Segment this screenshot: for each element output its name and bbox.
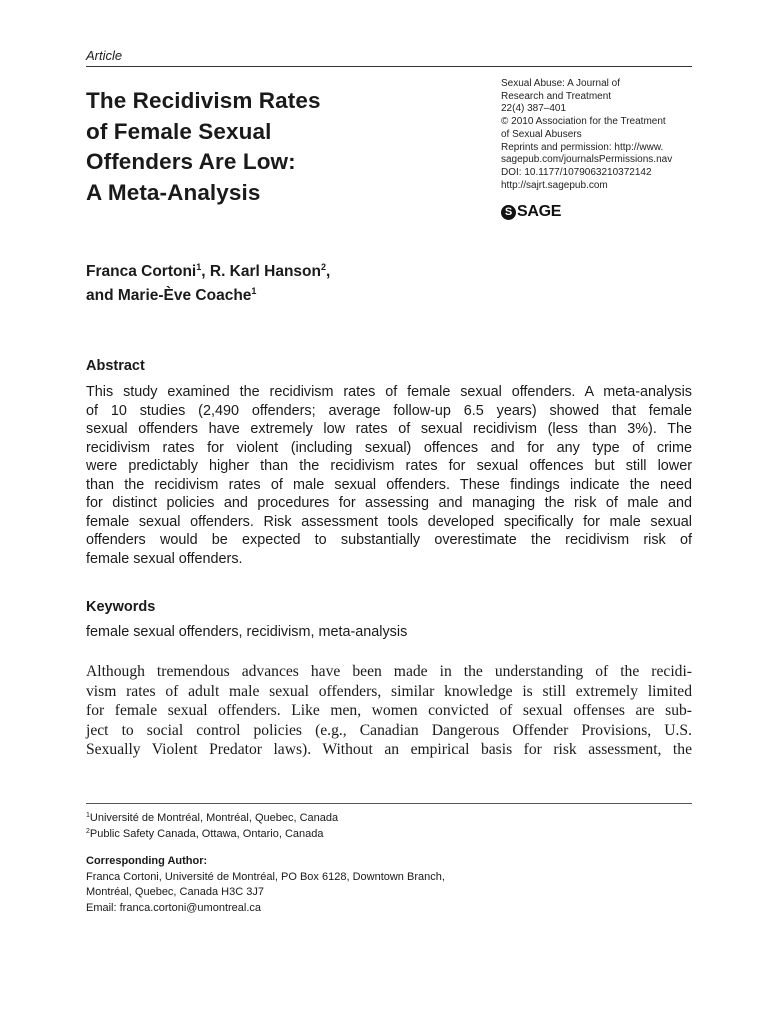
- corresponding-author-email[interactable]: Email: franca.cortoni@umontreal.ca: [86, 901, 262, 914]
- author-line: [86, 284, 506, 308]
- article-type-label: Article: [86, 48, 123, 63]
- header-rule: [86, 66, 692, 67]
- corresponding-author-heading: Corresponding Author:: [86, 855, 208, 867]
- journal-info: [501, 78, 701, 192]
- abstract-line: of 10 studies (2,490 offenders; average follow-up 6.5 years) showed that female: [86, 402, 692, 419]
- affiliation-marker: 2: [86, 828, 90, 835]
- affiliation-marker: 2: [320, 262, 326, 272]
- abstract-line: female sexual offenders.: [86, 550, 243, 567]
- body-paragraph: [86, 662, 692, 760]
- corresponding-author-line: Montréal, Quebec, Canada H3C 3J7: [86, 886, 264, 898]
- body-line: Sexually Violent Predator laws). Without an empirical basis for risk assessment, the: [86, 741, 692, 758]
- author-conjunction: and: [86, 287, 118, 304]
- affiliation-footnote: [86, 810, 692, 826]
- author-separator: ,: [326, 263, 331, 280]
- abstract-line: This study examined the recidivism rates of female sexual offenders. A meta-analysis: [86, 384, 692, 400]
- article-title: [86, 86, 416, 208]
- title-line: The Recidivism Rates: [86, 88, 321, 113]
- sage-mark-icon: S: [501, 205, 516, 220]
- abstract-line: recidivism rates for violent (including sexual) offences and for any type of crime: [86, 439, 692, 456]
- journal-info-line: DOI: 10.1177/1079063210372142: [501, 166, 652, 178]
- title-line: A Meta-Analysis: [86, 179, 261, 205]
- journal-info-line[interactable]: http://sajrt.sagepub.com: [501, 179, 608, 191]
- author-name: R. Karl Hanson: [209, 263, 321, 280]
- affiliations: [86, 810, 692, 842]
- keywords-list: female sexual offenders, recidivism, meta-analysis: [86, 624, 408, 640]
- journal-info-line: Research and Treatment: [501, 90, 612, 102]
- title-line: Offenders Are Low:: [86, 149, 296, 174]
- body-line: ject to social control policies (e.g., Canadian Dangerous Offender Provisions, U.S.: [86, 721, 692, 739]
- author-list: [86, 260, 506, 308]
- keywords-heading: Keywords: [86, 599, 156, 615]
- footnote-rule: [86, 803, 692, 804]
- sage-logo: [501, 202, 561, 222]
- author-separator: ,: [201, 263, 210, 280]
- abstract-line: offenders would be expected to substantially overestimate the recidivism risk of: [86, 532, 692, 548]
- abstract-heading: Abstract: [86, 358, 145, 374]
- affiliation-footnote: [86, 826, 692, 842]
- abstract-line: were predictably higher than the recidivism rates for sexual offences but still lower: [86, 458, 692, 474]
- affiliation-marker: 1: [251, 286, 257, 296]
- affiliation-marker: 1: [86, 812, 90, 819]
- body-line: vism rates of adult male sexual offenders, similar knowledge is still extremely limited: [86, 682, 692, 700]
- sage-wordmark: SAGE: [517, 203, 562, 220]
- journal-info-line: of Sexual Abusers: [501, 128, 582, 140]
- journal-info-line: © 2010 Association for the Treatment: [501, 116, 666, 128]
- abstract-line: than the recidivism rates of male sexual offenders. These findings indicate the need: [86, 476, 692, 493]
- corresponding-author-line: Franca Cortoni, Université de Montréal, PO Box 6128, Downtown Branch,: [86, 870, 445, 883]
- journal-info-line: sagepub.com/journalsPermissions.nav: [501, 154, 673, 166]
- journal-info-line: 22(4) 387–401: [501, 103, 567, 115]
- journal-info-line: Reprints and permission: http://www.: [501, 141, 664, 153]
- journal-info-line: Sexual Abuse: A Journal of: [501, 78, 620, 89]
- title-line: of Female Sexual: [86, 118, 272, 144]
- author-line: [86, 260, 506, 284]
- abstract-line: for distinct policies and procedures for assessing and managing the risk of male and: [86, 495, 692, 511]
- body-line: Although tremendous advances have been made in the understanding of the recidi-: [86, 663, 692, 680]
- body-line: for female sexual offenders. Like men, women convicted of sexual offenses are sub-: [86, 702, 692, 719]
- affiliation-text: Université de Montréal, Montréal, Quebec, Canada: [89, 812, 339, 824]
- author-name: Franca Cortoni: [86, 263, 197, 280]
- affiliation-marker: 1: [196, 262, 202, 272]
- corresponding-author: [86, 854, 692, 916]
- abstract-line: sexual offenders have extremely low rates of sexual recidivism (less than 3%). The: [86, 421, 692, 437]
- abstract-line: female sexual offenders. Risk assessment tools developed specifically for male sexual: [86, 513, 692, 530]
- affiliation-text: Public Safety Canada, Ottawa, Ontario, Canada: [89, 828, 324, 840]
- author-name: Marie-Ève Coache: [117, 287, 252, 304]
- abstract-body: [86, 383, 692, 568]
